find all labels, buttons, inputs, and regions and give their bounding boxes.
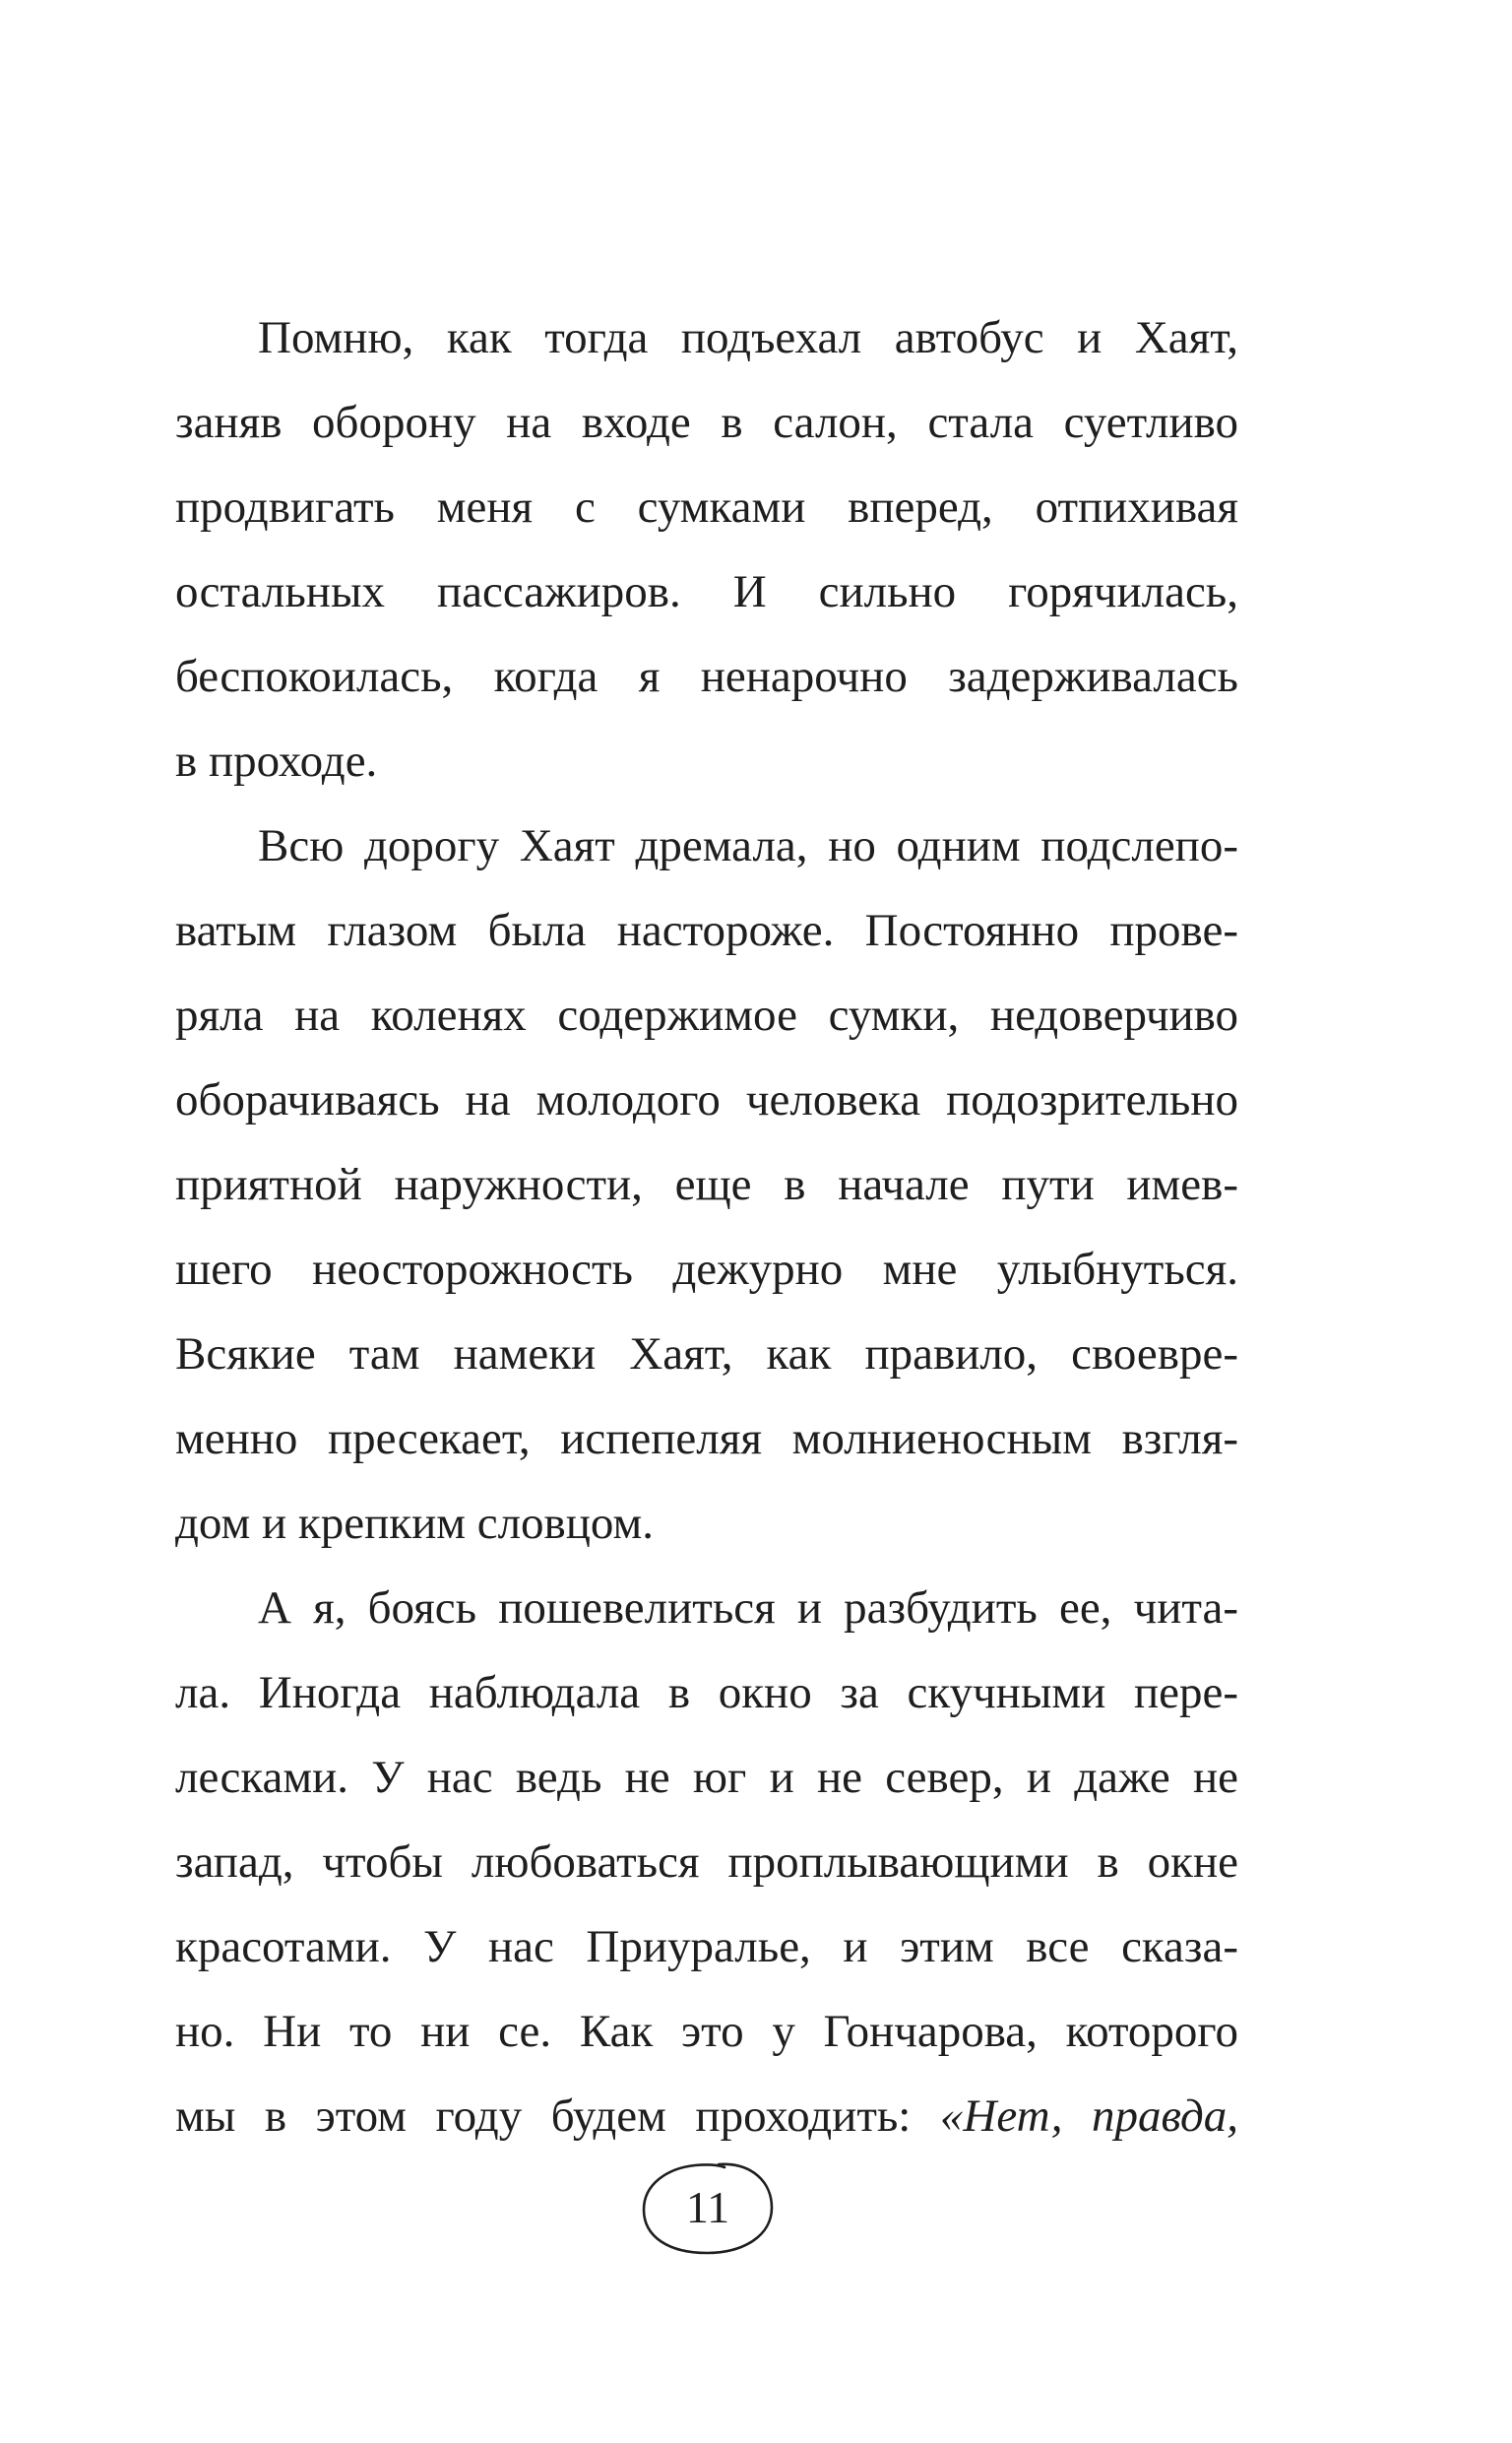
text-line-plain: мы в этом году будем проходить: — [175, 2090, 940, 2142]
text-line-last — [175, 2074, 1238, 2158]
text-line: в проходе. — [175, 736, 378, 787]
text-line: Всю дорогу Хаят дремала, но одним подслепо- — [258, 820, 1238, 871]
text-line-italic: «Нет, правда, — [939, 2090, 1239, 2142]
text-line: шего неосторожность дежурно мне улыбнуться. — [175, 1244, 1238, 1295]
text-line: ряла на коленях содержимое сумки, недоверчиво — [175, 990, 1238, 1041]
text-line: но. Ни то ни се. Как это у Гончарова, которого — [175, 2006, 1238, 2057]
text-line: запад, чтобы любоваться проплывающими в окне — [175, 1836, 1238, 1888]
text-line: Всякие там намеки Хаят, как правило, своевре- — [175, 1328, 1238, 1380]
text-line: ла. Иногда наблюдала в окно за скучными пере- — [175, 1667, 1238, 1718]
text-line: ватым глазом была настороже. Постоянно прове- — [175, 905, 1238, 956]
page-number — [638, 2158, 778, 2257]
page-text — [175, 295, 1238, 2158]
text-line: заняв оборону на входе в салон, стала суетливо — [175, 397, 1238, 448]
text-line: приятной наружности, еще в начале пути имев- — [175, 1159, 1238, 1210]
text-line: красотами. У нас Приуралье, и этим все сказа- — [175, 1921, 1238, 1972]
text-line: Помню, как тогда подъехал автобус и Хаят, — [258, 312, 1238, 363]
text-line: менно пресекает, испепеляя молниеносным взгля- — [175, 1413, 1238, 1464]
text-line: А я, боясь пошевелиться и разбудить ее, чита- — [258, 1582, 1238, 1634]
text-line: продвигать меня с сумками вперед, отпихивая — [175, 482, 1238, 533]
text-line: остальных пассажиров. И сильно горячилась, — [175, 566, 1238, 617]
text-line: оборачиваясь на молодого человека подозрительно — [175, 1074, 1238, 1125]
text-line: лесками. У нас ведь не юг и не север, и даже не — [175, 1752, 1238, 1803]
text-line: беспокоилась, когда я ненарочно задерживалась — [175, 651, 1238, 702]
page-number-label: 11 — [685, 2182, 730, 2232]
text-line: дом и крепким словцом. — [175, 1498, 654, 1549]
